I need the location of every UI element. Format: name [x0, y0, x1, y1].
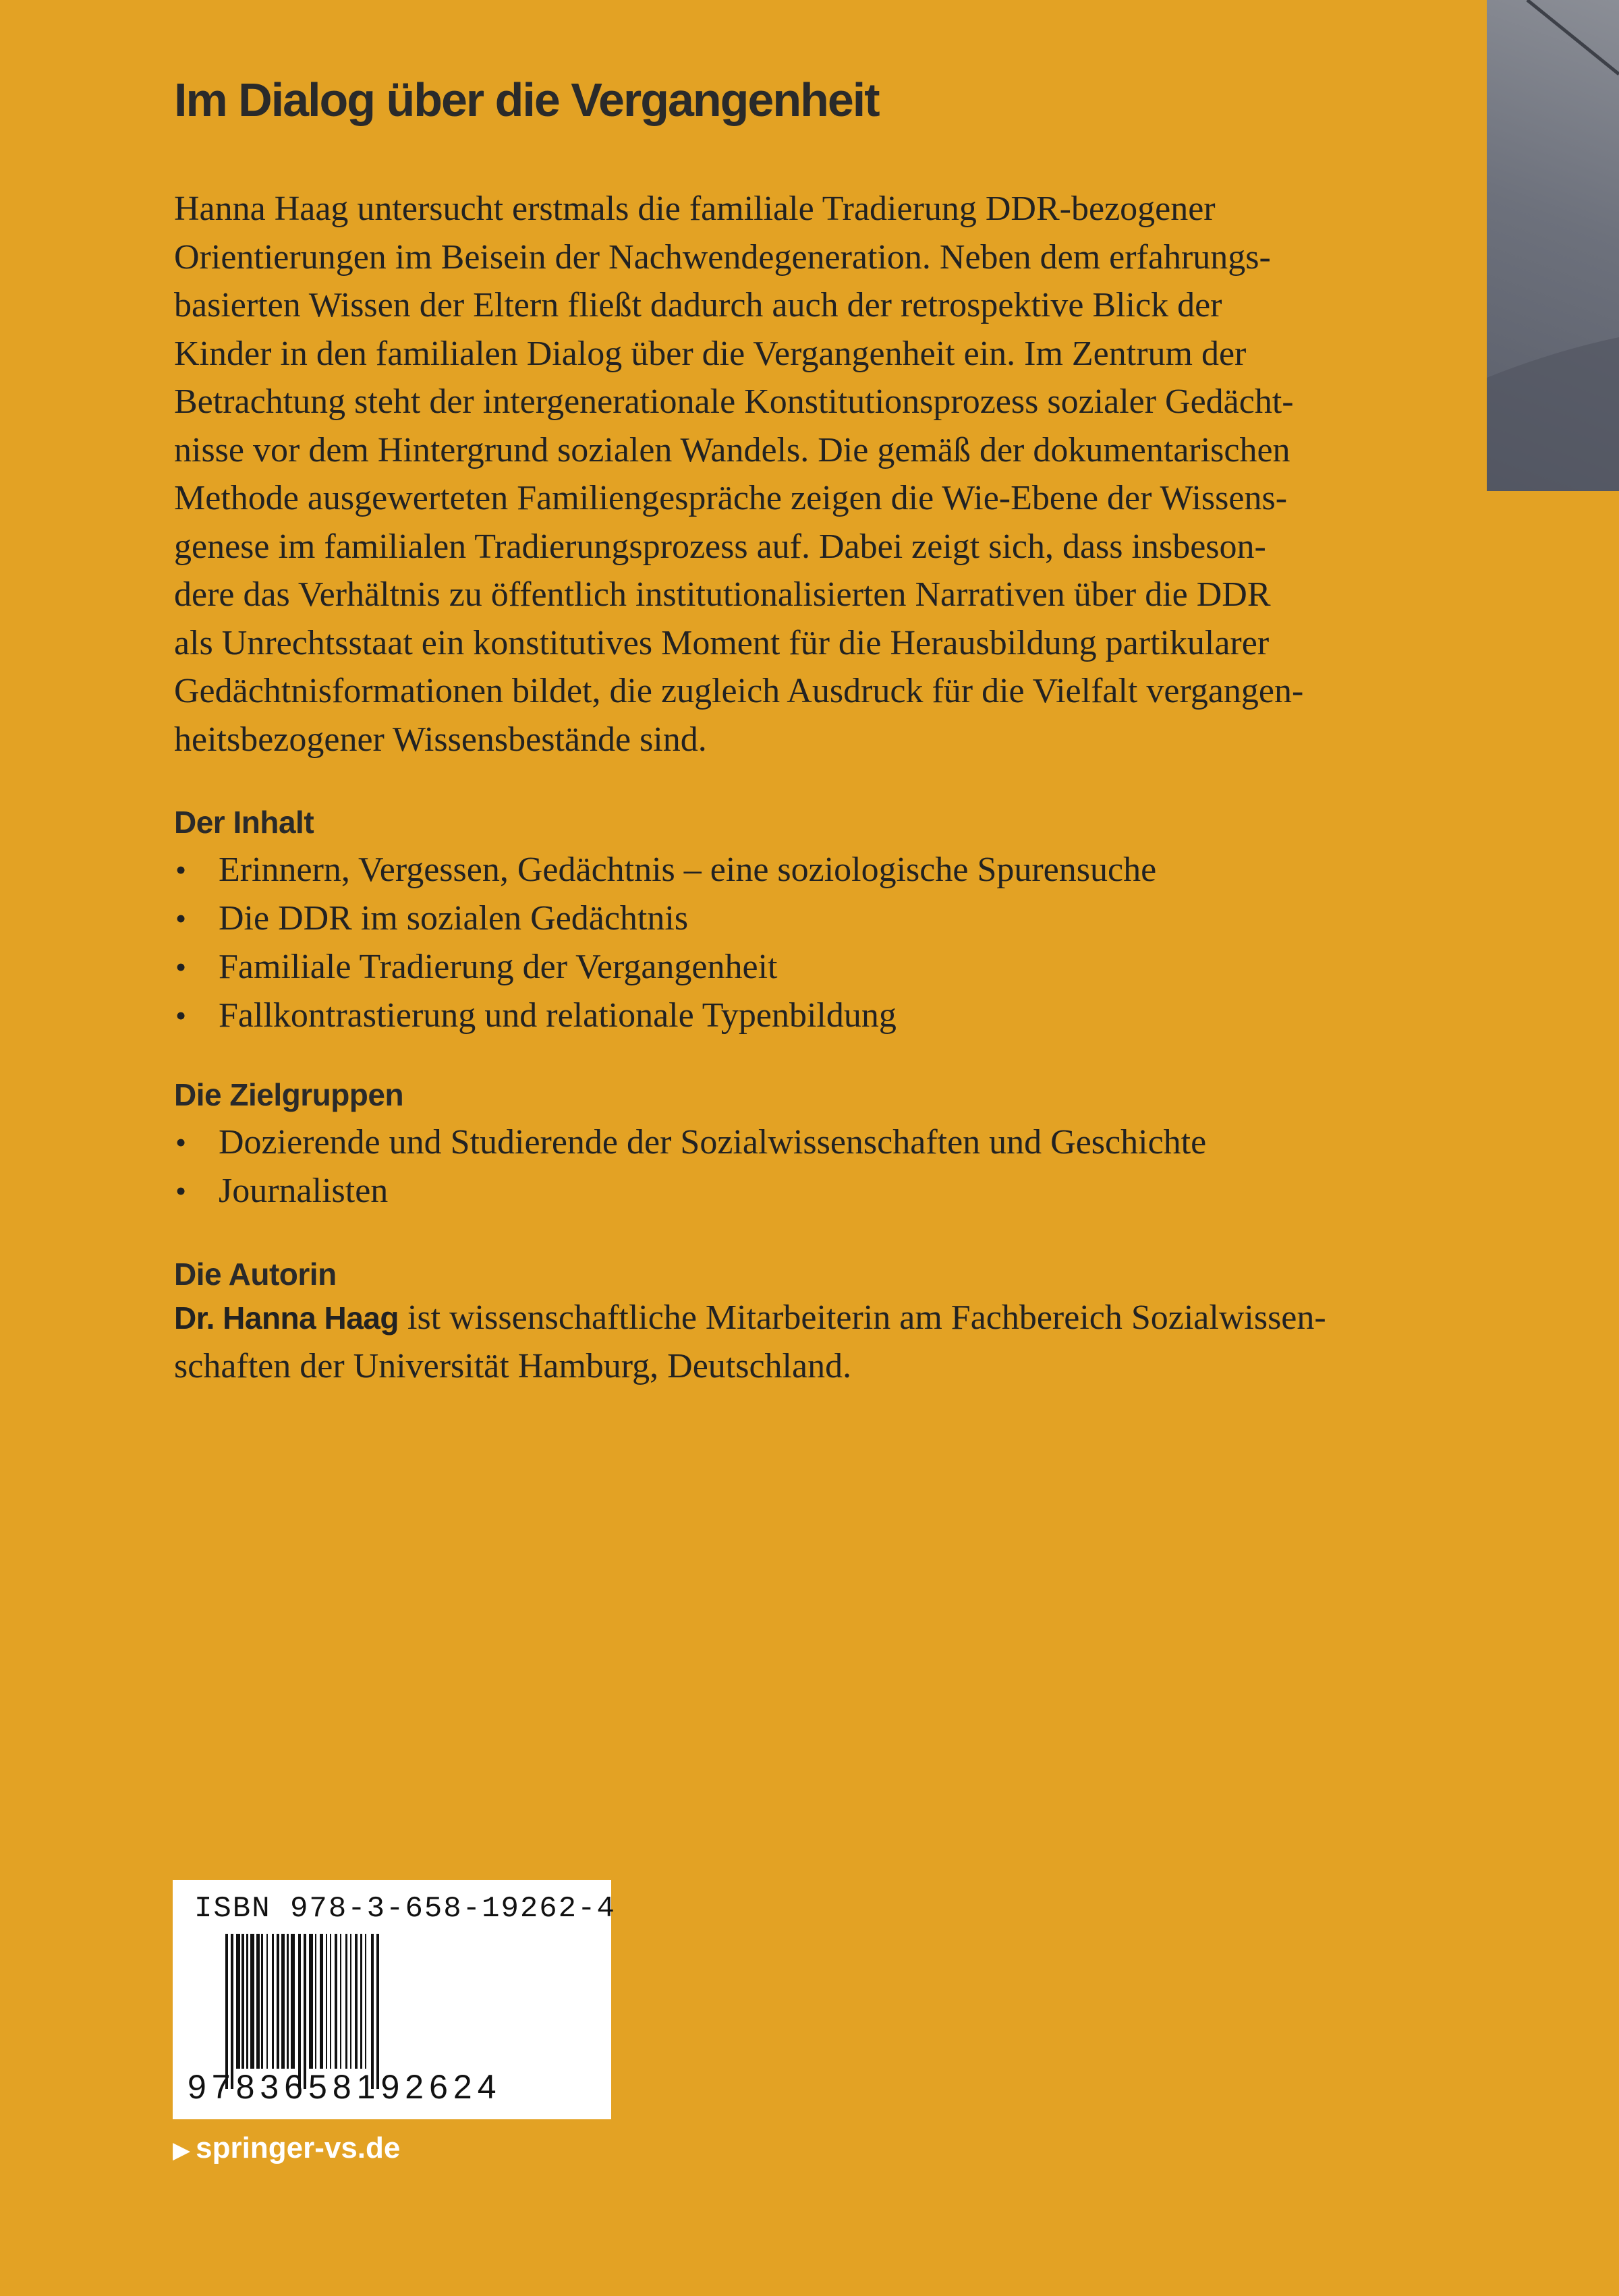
barcode-bar — [345, 1934, 347, 2069]
blurb-line: Kinder in den familialen Dialog über die Vergangenheit ein. Im Zentrum der — [174, 334, 1247, 373]
barcode-bar — [281, 1934, 285, 2069]
barcode-bar — [236, 1934, 240, 2069]
blurb-line: heitsbezogener Wissensbestände sind. — [174, 720, 707, 759]
barcode-bar — [298, 1934, 301, 2089]
barcode-bar — [225, 1934, 228, 2089]
barcode-bar — [291, 1934, 295, 2069]
barcode-bar — [304, 1934, 306, 2089]
list-item: • Journalisten — [174, 1167, 1206, 1215]
author-bio-line: schaften der Universität Hamburg, Deutschland. — [174, 1347, 852, 1385]
blurb-line: als Unrechtsstaat ein konstitutives Moment für die Herausbildung partikularer — [174, 623, 1270, 662]
barcode-bar — [355, 1934, 358, 2069]
autorin-title: Die Autorin — [174, 1257, 337, 1292]
barcode-bar — [315, 1934, 316, 2069]
barcode-bar — [320, 1934, 323, 2069]
barcode-bar — [371, 1934, 374, 2089]
blurb-line: dere das Verhältnis zu öffentlich institutionalisierten Narrativen über die DDR — [174, 575, 1271, 614]
author-bio — [174, 1294, 1382, 1391]
barcode-bar — [360, 1934, 362, 2069]
bullet-icon: • — [175, 853, 187, 887]
barcode-bar — [287, 1934, 289, 2069]
author-name: Dr. Hanna Haag — [174, 1300, 399, 1336]
cover-edge-panel — [1487, 0, 1619, 491]
barcode-digits: 9783658192624 — [188, 2068, 502, 2106]
barcode-bar — [376, 1934, 379, 2089]
bullet-icon: • — [175, 1174, 187, 1208]
inhalt-title: Der Inhalt — [174, 805, 314, 840]
back-cover-heading: Im Dialog über die Vergangenheit — [174, 74, 879, 126]
barcode-bar — [335, 1934, 337, 2069]
blurb-line: Betrachtung steht der intergenerationale Konstitutionsprozess sozialer Gedächt- — [174, 382, 1294, 421]
barcode-bar — [246, 1934, 248, 2069]
barcode-bar — [261, 1934, 263, 2069]
barcode-bar — [350, 1934, 351, 2069]
list-item: • Familiale Tradierung der Vergangenheit — [174, 943, 1156, 992]
zielgruppen-list — [174, 1118, 1206, 1215]
barcode-bar — [266, 1934, 268, 2069]
blurb-line: Hanna Haag untersucht erstmals die familiale Tradierung DDR-bezogener — [174, 190, 1216, 228]
blurb-line: Methode ausgewerteten Familiengespräche zeigen die Wie-Ebene der Wissens- — [174, 479, 1288, 517]
list-item: • Erinnern, Vergessen, Gedächtnis – eine soziologische Spurensuche — [174, 846, 1156, 894]
barcode-bar — [250, 1934, 254, 2069]
isbn-label: ISBN 978-3-658-19262-4 — [194, 1892, 616, 1926]
inhalt-list — [174, 846, 1156, 1040]
blurb-line: genese im familialen Tradierungsprozess auf. Dabei zeigt sich, dass insbeson- — [174, 527, 1266, 566]
barcode-bar — [365, 1934, 366, 2069]
blurb-line: Gedächtnisformationen bildet, die zugleich Ausdruck für die Vielfalt vergangen- — [174, 672, 1304, 710]
list-item: • Fallkontrastierung und relationale Typenbildung — [174, 992, 1156, 1040]
barcode-bar — [272, 1934, 274, 2069]
zielgruppen-title: Die Zielgruppen — [174, 1077, 404, 1112]
barcode-bar — [256, 1934, 260, 2069]
cover-edge-graphic — [1487, 0, 1619, 491]
publisher-website[interactable]: ▶ springer-vs.de — [173, 2131, 401, 2164]
triangle-right-icon: ▶ — [173, 2137, 191, 2163]
barcode-bar — [330, 1934, 331, 2069]
blurb-line: Orientierungen im Beisein der Nachwendegeneration. Neben dem erfahrungs- — [174, 237, 1271, 277]
barcode-bar — [326, 1934, 327, 2069]
bullet-icon: • — [175, 950, 187, 984]
list-item: • Dozierende und Studierende der Sozialwissenschaften und Geschichte — [174, 1118, 1206, 1167]
author-bio-line: Dr. Hanna Haag ist wissenschaftliche Mitarbeiterin am Fachbereich Sozialwissen- — [174, 1298, 1326, 1337]
blurb-line: nisse vor dem Hintergrund sozialen Wandels. Die gemäß der dokumentarischen — [174, 430, 1290, 469]
bullet-icon: • — [175, 1125, 187, 1159]
barcode-bar — [277, 1934, 279, 2069]
barcode-bar — [309, 1934, 313, 2069]
barcode-bar — [340, 1934, 341, 2069]
blurb-line: basierten Wissen der Eltern fließt dadurch auch der retrospektive Blick der — [174, 286, 1222, 324]
bullet-icon: • — [175, 901, 187, 936]
bullet-icon: • — [175, 998, 187, 1033]
barcode-bar — [231, 1934, 233, 2089]
isbn-barcode — [173, 1880, 616, 2119]
barcode-bar — [242, 1934, 244, 2069]
blurb-paragraph — [174, 185, 1382, 764]
list-item: • Die DDR im sozialen Gedächtnis — [174, 894, 1156, 943]
